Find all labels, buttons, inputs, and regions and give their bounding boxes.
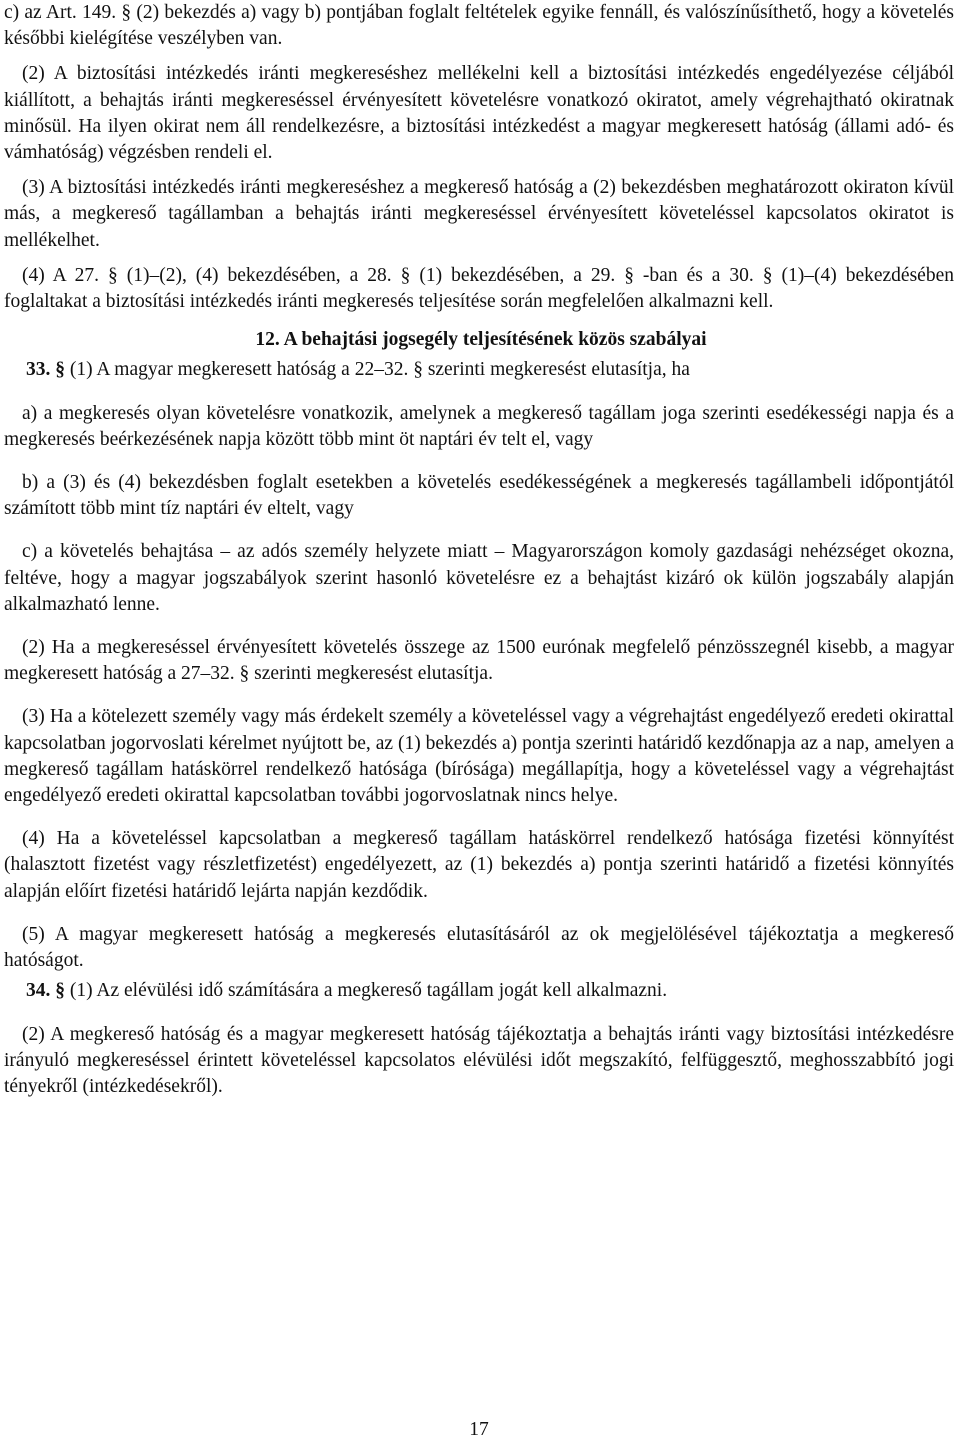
section-34-intro: (1) Az elévülési idő számítására a megkereső tagállam jogát kell alkalmazni. <box>69 980 668 1002</box>
document-page <box>4 0 954 1455</box>
section-34-number: 34. § <box>26 980 65 1002</box>
section-33-item-c: c) a követelés behajtása – az adós személy helyzete miatt – Magyarországon komoly gazdasági nehézséget okozna, feltéve, hogy a magyar jogszabályok szerint hasonló követelésre ez a behajtást kizáró ok külön jogszabály alapján alkalmazható lenne. <box>4 541 954 615</box>
paragraph-c-art-149: c) az Art. 149. § (2) bekezdés a) vagy b) pontjában foglalt feltételek egyike fennáll, és valószínűsíthető, hogy a követelés későbbi kielégítése veszélyben van. <box>4 2 954 50</box>
section-33-paragraph-4: (4) Ha a követeléssel kapcsolatban a megkereső tagállam hatáskörrel rendelkező hatósága fizetési könnyítést (halasztott fizetést vagy részletfizetést) engedélyezett, az (1) bekezdés a) pontja szerinti határidő a fizetési könnyítés alapján előírt fizetési határidő lejárta napján kezdődik. <box>4 828 954 902</box>
section-34-intro-line <box>4 978 954 1004</box>
section-33-paragraph-3: (3) Ha a kötelezett személy vagy más érdekelt személy a követeléssel vagy a végrehajtást engedélyező eredeti okirattal kapcsolatban jogorvoslati kérelmet nyújtott be, az (1) bekezdés a) pontja szerinti határidő kezdőnapja az a nap, amelyen a megkereső tagállam hatáskörrel rendelkező hatósága (bírósága) megállapítja, hogy a követeléssel vagy a végrehajtást engedélyező eredeti okirattal kapcsolatban további jogorvoslatnak nincs helye. <box>4 706 954 807</box>
section-33-paragraph-2: (2) Ha a megkereséssel érvényesített követelés összege az 1500 eurónak megfelelő pénzösszegnél kisebb, a magyar megkeresett hatóság a 27–32. § szerinti megkeresést elutasítja. <box>4 637 954 685</box>
paragraph-4-alkalmazni: (4) A 27. § (1)–(2), (4) bekezdésében, a 28. § (1) bekezdésében, a 29. § -ban és a 30. § (1)–(4) bekezdésében foglaltakat a biztosítási intézkedés iránti megkeresés teljesítése során megfelelően alkalmazni kell. <box>4 264 954 313</box>
paragraph-2-okirat: (2) A biztosítási intézkedés iránti megkereséshez mellékelni kell a biztosítási intézkedés engedélyezése céljából kiállított, a behajtás iránti megkereséssel érvényesített követelésre vonatkozó okiratot, amely végrehajtható okiratnak minősül. Ha ilyen okirat nem áll rendelkezésre, a biztosítási intézkedést a magyar megkeresett hatóság (állami adó- és vámhatóság) végzésben rendeli el. <box>4 63 954 164</box>
section-33-paragraph-5: (5) A magyar megkeresett hatóság a megkeresés elutasításáról az ok megjelölésével tájékoztatja a megkereső hatóságot. <box>4 923 954 972</box>
section-34-paragraph-2: (2) A megkereső hatóság és a magyar megkeresett hatóság tájékoztatja a behajtás iránti vagy biztosítási intézkedésre irányuló megkereséssel érintett követeléssel kapcsolatos elévülési időt megszakító, felfüggesztő, meghosszabbító jogi tényekről (intézkedésekről). <box>4 1023 954 1097</box>
section-heading: 12. A behajtási jogsegély teljesítésének közös szabályai <box>255 329 707 351</box>
section-33-item-b: b) a (3) és (4) bekezdésben foglalt esetekben a követelés esedékességének a megkeresés tagállambeli időpontjától számított több mint tíz naptári év eltelt, vagy <box>4 472 954 520</box>
section-33-item-a: a) a megkeresés olyan követelésre vonatkozik, amelynek a megkereső tagállam joga szerinti esedékességi napja és a megkeresés beérkezésének napja között több mint öt naptári év telt el, vagy <box>4 402 954 450</box>
paragraph-3-mellekelhet: (3) A biztosítási intézkedés iránti megkereséshez a megkereső hatóság a (2) bekezdésben meghatározott okiraton kívül más, a megkereső tagállamban a behajtás iránti megkereséssel érvényesített követeléssel kapcsolatos okiratot is mellékelhet. <box>4 177 954 251</box>
section-33-intro: (1) A magyar megkeresett hatóság a 22–32. § szerinti megkeresést elutasítja, ha <box>69 359 690 381</box>
page-number: 17 <box>469 1419 489 1440</box>
document-body <box>4 0 954 1100</box>
section-33-intro-line <box>4 357 954 383</box>
section-33-number: 33. § <box>26 359 65 381</box>
